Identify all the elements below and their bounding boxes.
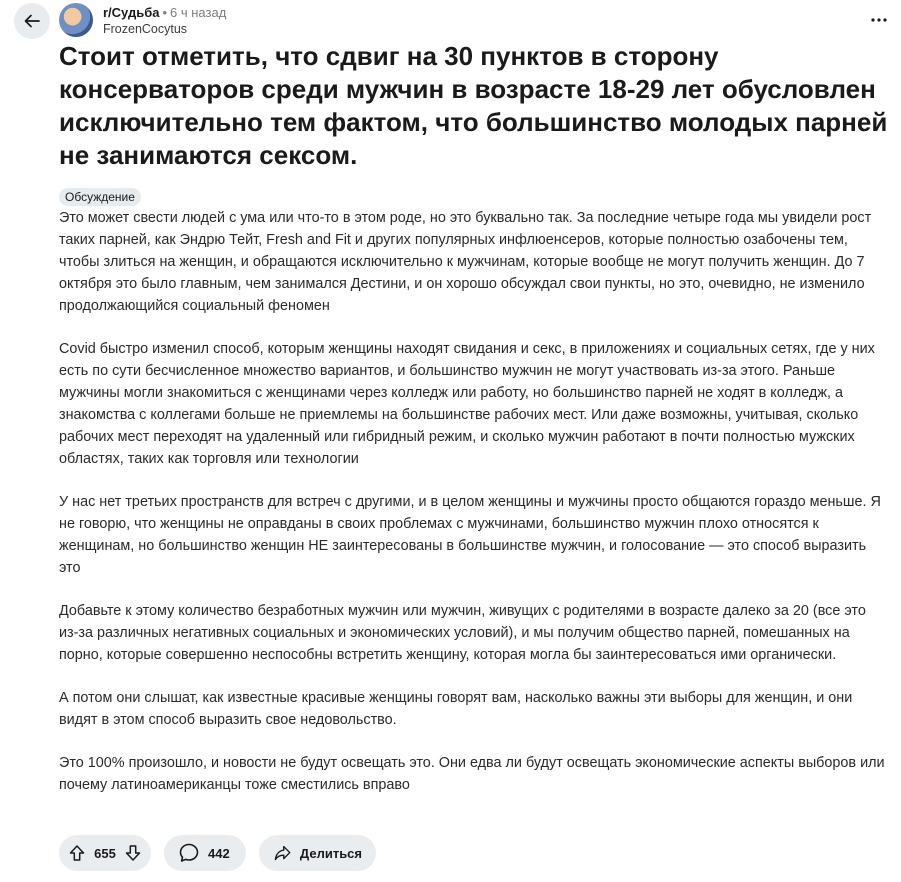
subreddit-name[interactable]: r/Судьба <box>103 5 160 20</box>
comment-count: 442 <box>208 845 230 861</box>
post-meta <box>103 4 226 38</box>
upvote-arrow-icon <box>68 844 86 862</box>
more-options-button[interactable] <box>869 10 889 30</box>
post-paragraph: Добавьте к этому количество безработных мужчин или мужчин, живущих с родителями в возрасте далеко за 20 (все это из-за различных негативных социальных и экономических условий), и мы получим общество парней, помешанных на порно, которые совершенно неспособны встретить женщину, которая могла бы заинтересоваться ими органически. <box>59 603 866 663</box>
meta-separator: • <box>162 5 168 20</box>
downvote-arrow-icon <box>124 844 142 862</box>
post-flair[interactable]: Обсуждение <box>59 188 141 206</box>
post-author[interactable]: FrozenCocytus <box>103 22 188 36</box>
post-paragraph: Это может свести людей с ума или что-то в этом роде, но это буквально так. За последние четыре года мы увидели рост таких парней, как Эндрю Тейт, Fresh and Fit и других популярных инфлюенсеров, которые полностью озабочены тем, чтобы злиться на женщин, и обращаются исключительно к мужчинам, которые вообще не могут получить женщин. До 7 октября это было главным, чем занимался Дестини, и он хорошо обсуждал свои пункты, но это, очевидно, не изменило продолжающийся социальный феномен <box>59 210 872 314</box>
post-body <box>59 207 889 817</box>
post-actions <box>59 835 376 871</box>
comment-bubble-icon <box>178 842 200 864</box>
vote-control <box>59 835 151 871</box>
upvote-button[interactable] <box>65 841 89 865</box>
vote-count: 655 <box>94 845 116 861</box>
comments-button[interactable] <box>164 835 246 871</box>
post-paragraph: Это 100% произошло, и новости не будут освещать это. Они едва ли будут освещать экономические аспекты выборов или почему латиноамериканцы тоже сместились вправо <box>59 755 885 793</box>
share-button[interactable] <box>259 835 376 871</box>
post-paragraph: А потом они слышат, как известные красивые женщины говорят вам, насколько важны эти выборы для женщин, и они видят в этом способ выразить свое недовольство. <box>59 690 853 728</box>
back-button[interactable] <box>14 3 50 39</box>
subreddit-avatar[interactable] <box>59 3 93 37</box>
post-title: Стоит отметить, что сдвиг на 30 пунктов в сторону консерваторов среди мужчин в возрасте 18-29 лет обусловлен исключительно тем фактом, что большинство молодых парней не занимаются сексом. <box>59 41 888 170</box>
post-paragraph: У нас нет третьих пространств для встреч с другими, и в целом женщины и мужчины просто общаются гораздо меньше. Я не говорю, что женщины не оправданы в своих проблемах с мужчинами, большинство мужчин плохо относятся к женщинам, но большинство женщин НЕ заинтересованы в большинстве мужчин, и голосование — это способ выразить это <box>59 494 881 576</box>
share-label: Делиться <box>299 845 362 861</box>
post-time: 6 ч назад <box>170 5 227 20</box>
post-paragraph: Covid быстро изменил способ, которым женщины находят свидания и секс, в приложениях и социальных сетях, где у них есть по сути бесчисленное множество вариантов, и большинство мужчин не могут участвовать из-за этого. Раньше мужчины могли знакомиться с женщинами через колледж или работу, но большинство парней не ходят в колледж, а знакомства с коллегами больше не приемлемы на большинстве рабочих мест. Или даже возможны, учитывая, сколько рабочих мест переходят на удаленный или гибридный режим, и сколько мужчин работают в почти полностью мужских областях, таких как торговля или технологии <box>59 341 875 467</box>
more-horizontal-icon <box>871 17 887 23</box>
arrow-left-icon <box>22 11 42 31</box>
share-arrow-icon <box>273 842 292 864</box>
downvote-button[interactable] <box>121 841 145 865</box>
